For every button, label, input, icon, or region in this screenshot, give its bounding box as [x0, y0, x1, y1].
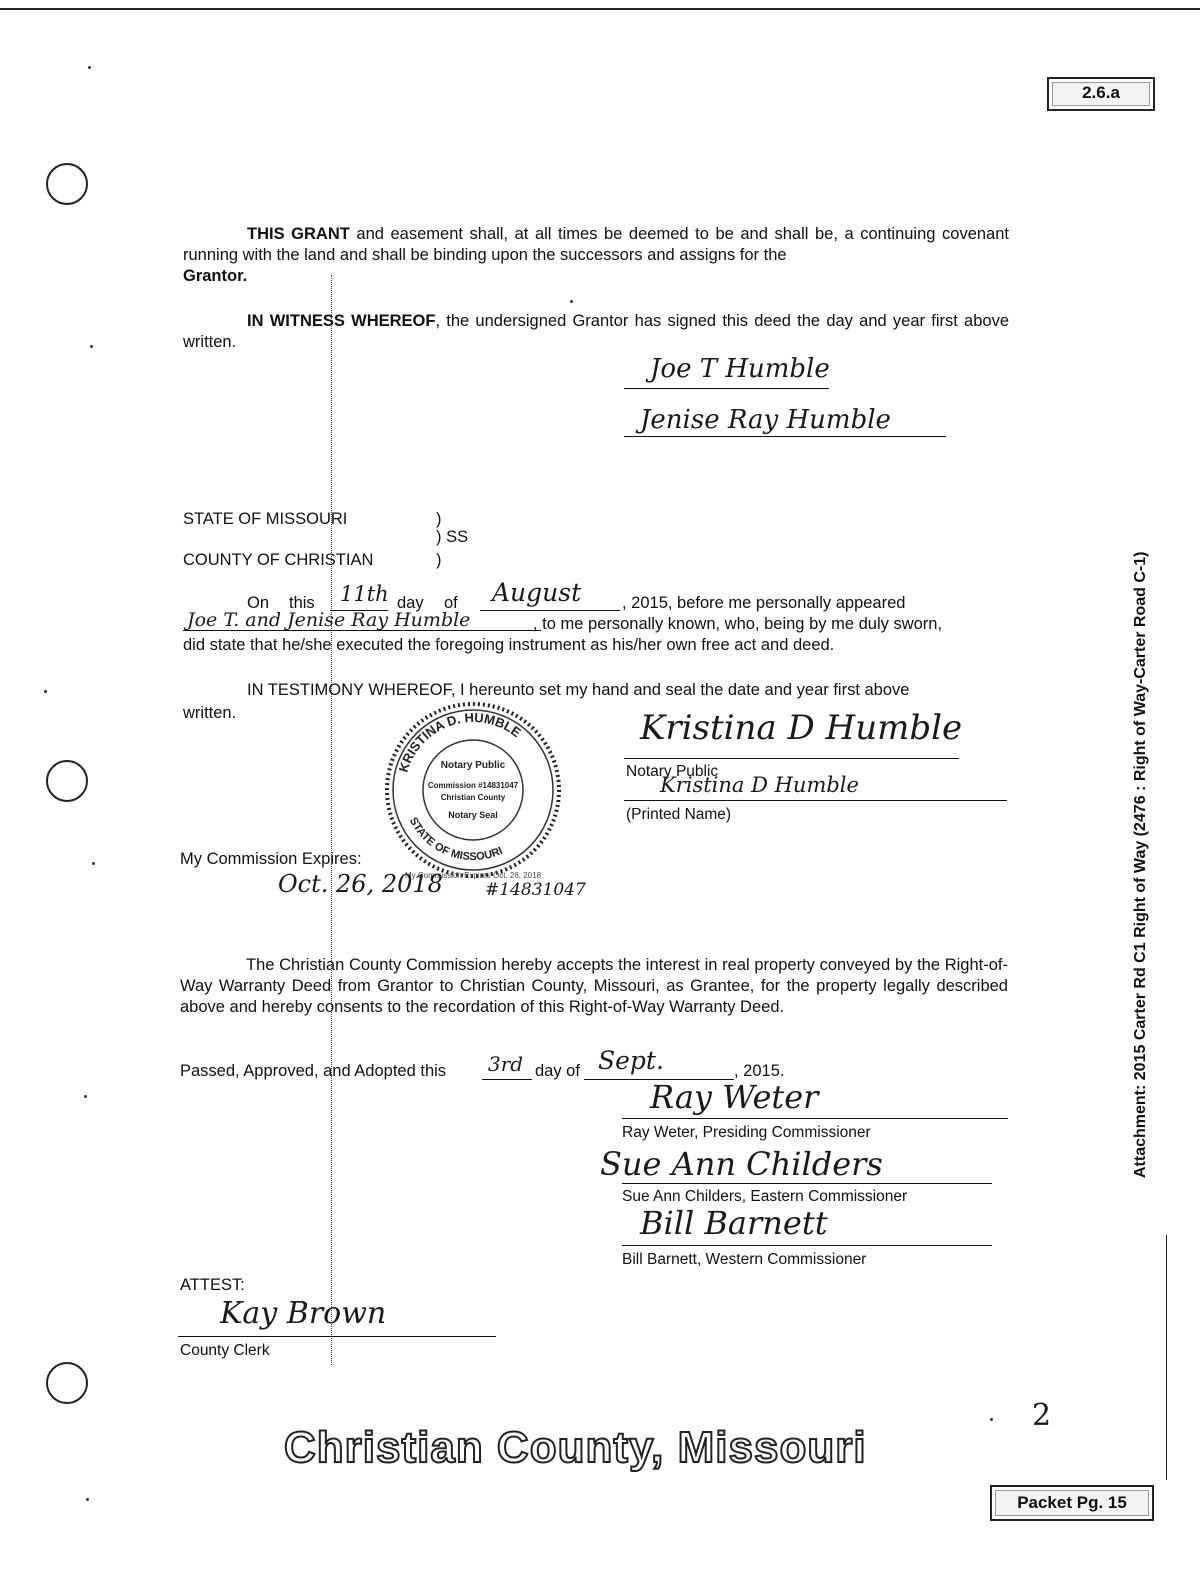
seal-title: Notary Public: [440, 760, 506, 771]
adoption-prefix: Passed, Approved, and Adopted this: [180, 1062, 447, 1080]
ack-day-handwritten: 11th: [340, 582, 389, 606]
commissioner-signature-1: Ray Weter: [650, 1078, 819, 1116]
seal-name: KRISTINA D. HUMBLE: [395, 709, 524, 775]
commissioner-line-2: [622, 1183, 992, 1184]
scan-speck: [44, 690, 47, 693]
notary-signature-line: [624, 758, 959, 759]
top-border-line: [0, 8, 1200, 10]
commissioner-line-1: [622, 1118, 1008, 1119]
ack-on: On: [247, 594, 270, 612]
grant-paragraph: [183, 224, 1009, 287]
fold-line: [331, 275, 332, 1365]
packet-page-badge: Packet Pg. 15: [990, 1485, 1154, 1521]
ack-year: , 2015, before me personally appeared: [622, 594, 906, 612]
handwritten-page-number: 2: [1032, 1398, 1052, 1433]
commissioner-signature-3: Bill Barnett: [640, 1204, 828, 1242]
commissioner-line-3: [622, 1245, 992, 1246]
notary-seal: [383, 700, 563, 880]
binder-hole-middle: [46, 760, 88, 802]
seal-expires: My Commission Expires Oct. 26, 2018: [404, 871, 542, 880]
ack-month-handwritten: August: [492, 578, 582, 607]
seal-outer-ring: [387, 704, 559, 876]
notary-signature: Kristina D Humble: [640, 708, 963, 748]
commissioner-title-3: Bill Barnett, Western Commissioner: [622, 1251, 867, 1268]
scan-speck: [92, 862, 95, 865]
commission-number: #14831047: [485, 880, 586, 900]
testimony-line1: IN TESTIMONY WHEREOF, I hereunto set my hand and seal the date and year first above: [247, 681, 910, 699]
commissioner-title-2: Sue Ann Childers, Eastern Commissioner: [622, 1188, 908, 1205]
binder-hole-bottom: [46, 1362, 88, 1404]
notary-label: Notary Public: [626, 763, 719, 780]
ack-month-line: [480, 610, 620, 611]
venue-paren-2: ): [436, 551, 442, 569]
attest-label: ATTEST:: [180, 1276, 245, 1294]
venue-state: STATE OF MISSOURI: [183, 510, 348, 528]
adoption-suffix: , 2015.: [734, 1062, 785, 1080]
witness-body: , the undersigned Grantor has signed this deed the day and year first above written.: [183, 312, 1009, 351]
scan-speck: [86, 1498, 89, 1501]
venue-paren-1: ): [436, 510, 442, 528]
notary-printed-name: Kristina D Humble: [660, 773, 859, 797]
notary-printed-label: (Printed Name): [626, 806, 732, 823]
venue-ss: ) SS: [436, 528, 469, 546]
scan-speck: [990, 1418, 993, 1421]
clerk-title: County Clerk: [180, 1342, 270, 1359]
grantor-signature-line-2: [624, 436, 946, 437]
clerk-signature-line: [178, 1336, 496, 1337]
seal-state: STATE OF MISSOURI: [406, 815, 505, 864]
ack-line3: did state that he/she executed the foregoing instrument as his/her own free act and deed.: [183, 636, 835, 654]
adoption-month-handwritten: Sept.: [598, 1046, 664, 1075]
footer-brand: Christian County, Missouri: [284, 1423, 867, 1472]
witness-paragraph: [183, 311, 1009, 353]
commission-expires-date: Oct. 26, 2018: [278, 870, 443, 898]
scan-speck: [84, 1095, 87, 1098]
commission-expires-label: My Commission Expires:: [180, 850, 362, 868]
ack-names-handwritten: Joe T. and Jenise Ray Humble: [187, 609, 471, 631]
attachment-sidebar: Attachment: 2015 Carter Rd C1 Right of Way (2476 : Right of Way-Carter Road C-1): [1132, 551, 1149, 1178]
notary-printed-line: [624, 800, 1007, 801]
grantor-signature-1: Joe T Humble: [650, 354, 830, 384]
testimony-line2: written.: [183, 704, 237, 722]
grantor-signature-line-1: [624, 388, 829, 389]
adoption-mid: day of: [535, 1062, 580, 1080]
adoption-day-handwritten: 3rd: [488, 1052, 524, 1076]
adoption-day-line: [482, 1079, 532, 1080]
clerk-signature: Kay Brown: [220, 1296, 387, 1331]
grant-body: and easement shall, at all times be deemed to be and shall be, a continuing covenant running with the land and shall be binding upon the successors and assigns for the: [183, 225, 1009, 264]
commissioner-signature-2: Sue Ann Childers: [600, 1145, 883, 1183]
document-tag: 2.6.a: [1047, 77, 1155, 111]
seal-notary-seal: Notary Seal: [448, 810, 498, 820]
ack-of: of: [444, 594, 458, 612]
binder-hole-top: [46, 163, 88, 205]
grant-lead: THIS GRANT: [247, 225, 350, 243]
witness-lead: IN WITNESS WHEREOF: [247, 312, 436, 330]
acceptance-paragraph: The Christian County Commission hereby accepts the interest in real property conveyed by the Right-of-Way Warranty Deed from Grantor to Christian County, Missouri, as Grantee, for the property legally described above and hereby consents to the recordation of this Right-of-Way Warranty Deed.: [180, 956, 1008, 1016]
ack-day: day: [397, 594, 424, 612]
ack-line2: , to me personally known, who, being by me duly sworn,: [533, 615, 943, 633]
seal-commission: Commission #14831047: [427, 781, 519, 790]
edge-line: [1166, 1235, 1167, 1480]
commissioner-title-1: Ray Weter, Presiding Commissioner: [622, 1124, 871, 1141]
grantor-signature-2: Jenise Ray Humble: [640, 405, 891, 435]
scan-speck: [570, 300, 573, 303]
scan-speck: [88, 66, 91, 69]
scan-speck: [90, 345, 93, 348]
seal-county: Christian County: [440, 793, 506, 802]
venue-county: COUNTY OF CHRISTIAN: [183, 551, 374, 569]
ack-this: this: [289, 594, 315, 612]
seal-inner-ring: [423, 740, 523, 840]
grant-end: Grantor.: [183, 267, 248, 285]
